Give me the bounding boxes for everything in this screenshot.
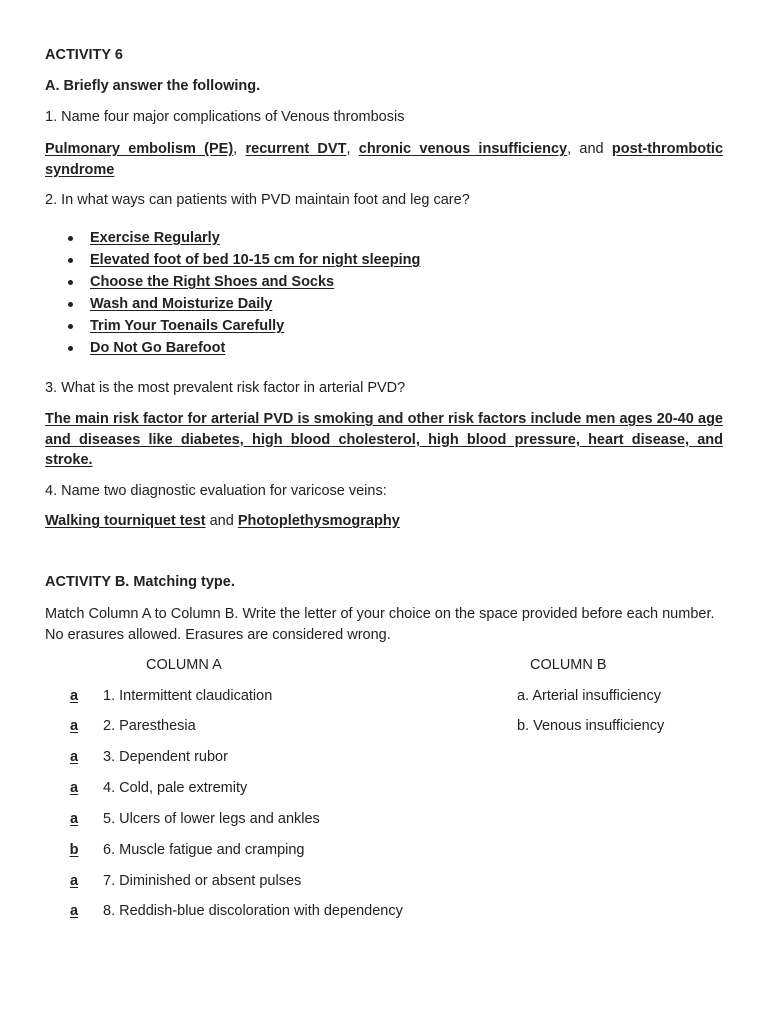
column-b-item: a. Arterial insufficiency — [517, 688, 661, 704]
matching-item-text: 3. Dependent rubor — [103, 749, 228, 765]
list-item — [0, 294, 768, 316]
matching-row — [45, 749, 228, 765]
list-item — [0, 316, 768, 338]
section-b-title: ACTIVITY B. Matching type. — [45, 574, 235, 590]
matching-row — [45, 688, 272, 704]
foot-care-list — [0, 228, 768, 360]
matching-row — [45, 780, 247, 796]
answer-1 — [45, 139, 723, 180]
matching-item-text: 4. Cold, pale extremity — [103, 780, 248, 796]
answer-4-part-2: Photoplethysmography — [237, 513, 400, 529]
answer-blank[interactable]: a — [69, 873, 79, 889]
answer-1-part-2: recurrent DVT — [245, 141, 347, 157]
matching-item-text: 6. Muscle fatigue and cramping — [103, 842, 305, 858]
answer-blank[interactable]: a — [69, 780, 79, 796]
answer-3: The main risk factor for arterial PVD is smoking and other risk factors include men ages 20-40 age and diseases like diabetes, high blood cholesterol, high blood pressure, heart disease, and stroke. — [45, 411, 723, 468]
matching-item-text: 1. Intermittent claudication — [103, 688, 273, 704]
matching-row — [45, 842, 305, 858]
answer-blank[interactable]: a — [69, 903, 79, 919]
list-item-text: Elevated foot of bed 10-15 cm for night sleeping — [90, 252, 421, 268]
answer-1-part-1: Pulmonary embolism (PE) — [45, 141, 234, 157]
bullet-icon — [68, 236, 73, 241]
answer-blank[interactable]: a — [69, 811, 79, 827]
answer-4-part-1: Walking tourniquet test — [45, 513, 206, 529]
answer-blank[interactable]: b — [69, 842, 79, 858]
answer-4 — [45, 513, 400, 529]
list-item — [0, 272, 768, 294]
question-4: 4. Name two diagnostic evaluation for varicose veins: — [45, 483, 387, 499]
question-1: 1. Name four major complications of Venous thrombosis — [45, 109, 405, 125]
question-3: 3. What is the most prevalent risk factor in arterial PVD? — [45, 380, 406, 396]
bullet-icon — [68, 280, 73, 285]
bullet-icon — [68, 346, 73, 351]
matching-instructions: Match Column A to Column B. Write the letter of your choice on the space provided before each number. No erasures allowed. Erasures are considered wrong. — [45, 606, 715, 643]
list-item-text: Choose the Right Shoes and Socks — [90, 274, 335, 290]
answer-1-part-3: chronic venous insufficiency — [358, 141, 568, 157]
list-item-text: Trim Your Toenails Carefully — [90, 318, 285, 334]
list-item-text: Wash and Moisturize Daily — [90, 296, 273, 312]
matching-row — [45, 811, 320, 827]
bullet-icon — [68, 324, 73, 329]
answer-blank[interactable]: a — [69, 688, 79, 704]
answer-1-part-4: post-thrombotic syndrome — [45, 141, 724, 178]
column-a-header: COLUMN A — [146, 657, 222, 673]
list-item — [0, 228, 768, 250]
list-item — [0, 250, 768, 272]
matching-item-text: 8. Reddish-blue discoloration with dependency — [103, 903, 403, 919]
question-2: 2. In what ways can patients with PVD maintain foot and leg care? — [45, 192, 470, 208]
matching-item-text: 5. Ulcers of lower legs and ankles — [103, 811, 320, 827]
bullet-icon — [68, 302, 73, 307]
column-b-item: b. Venous insufficiency — [517, 718, 665, 734]
list-item-text: Do Not Go Barefoot — [90, 340, 226, 356]
matching-row — [45, 718, 196, 734]
matching-row — [45, 873, 301, 889]
activity-heading: ACTIVITY 6 — [45, 47, 123, 63]
matching-item-text: 7. Diminished or absent pulses — [103, 873, 302, 889]
column-b-header: COLUMN B — [530, 657, 607, 673]
answer-blank[interactable]: a — [69, 718, 79, 734]
section-a-title: A. Briefly answer the following. — [45, 78, 261, 94]
answer-blank[interactable]: a — [69, 749, 79, 765]
answer-1-separator-3: , and — [567, 141, 612, 157]
list-item — [0, 338, 768, 360]
list-item-text: Exercise Regularly — [90, 230, 220, 246]
answer-4-joiner: and — [205, 513, 238, 529]
answer-1-separator-1: , — [233, 141, 246, 157]
matching-item-text: 2. Paresthesia — [103, 718, 196, 734]
answer-1-separator-2: , — [346, 141, 359, 157]
bullet-icon — [68, 258, 73, 263]
matching-row — [45, 903, 403, 919]
